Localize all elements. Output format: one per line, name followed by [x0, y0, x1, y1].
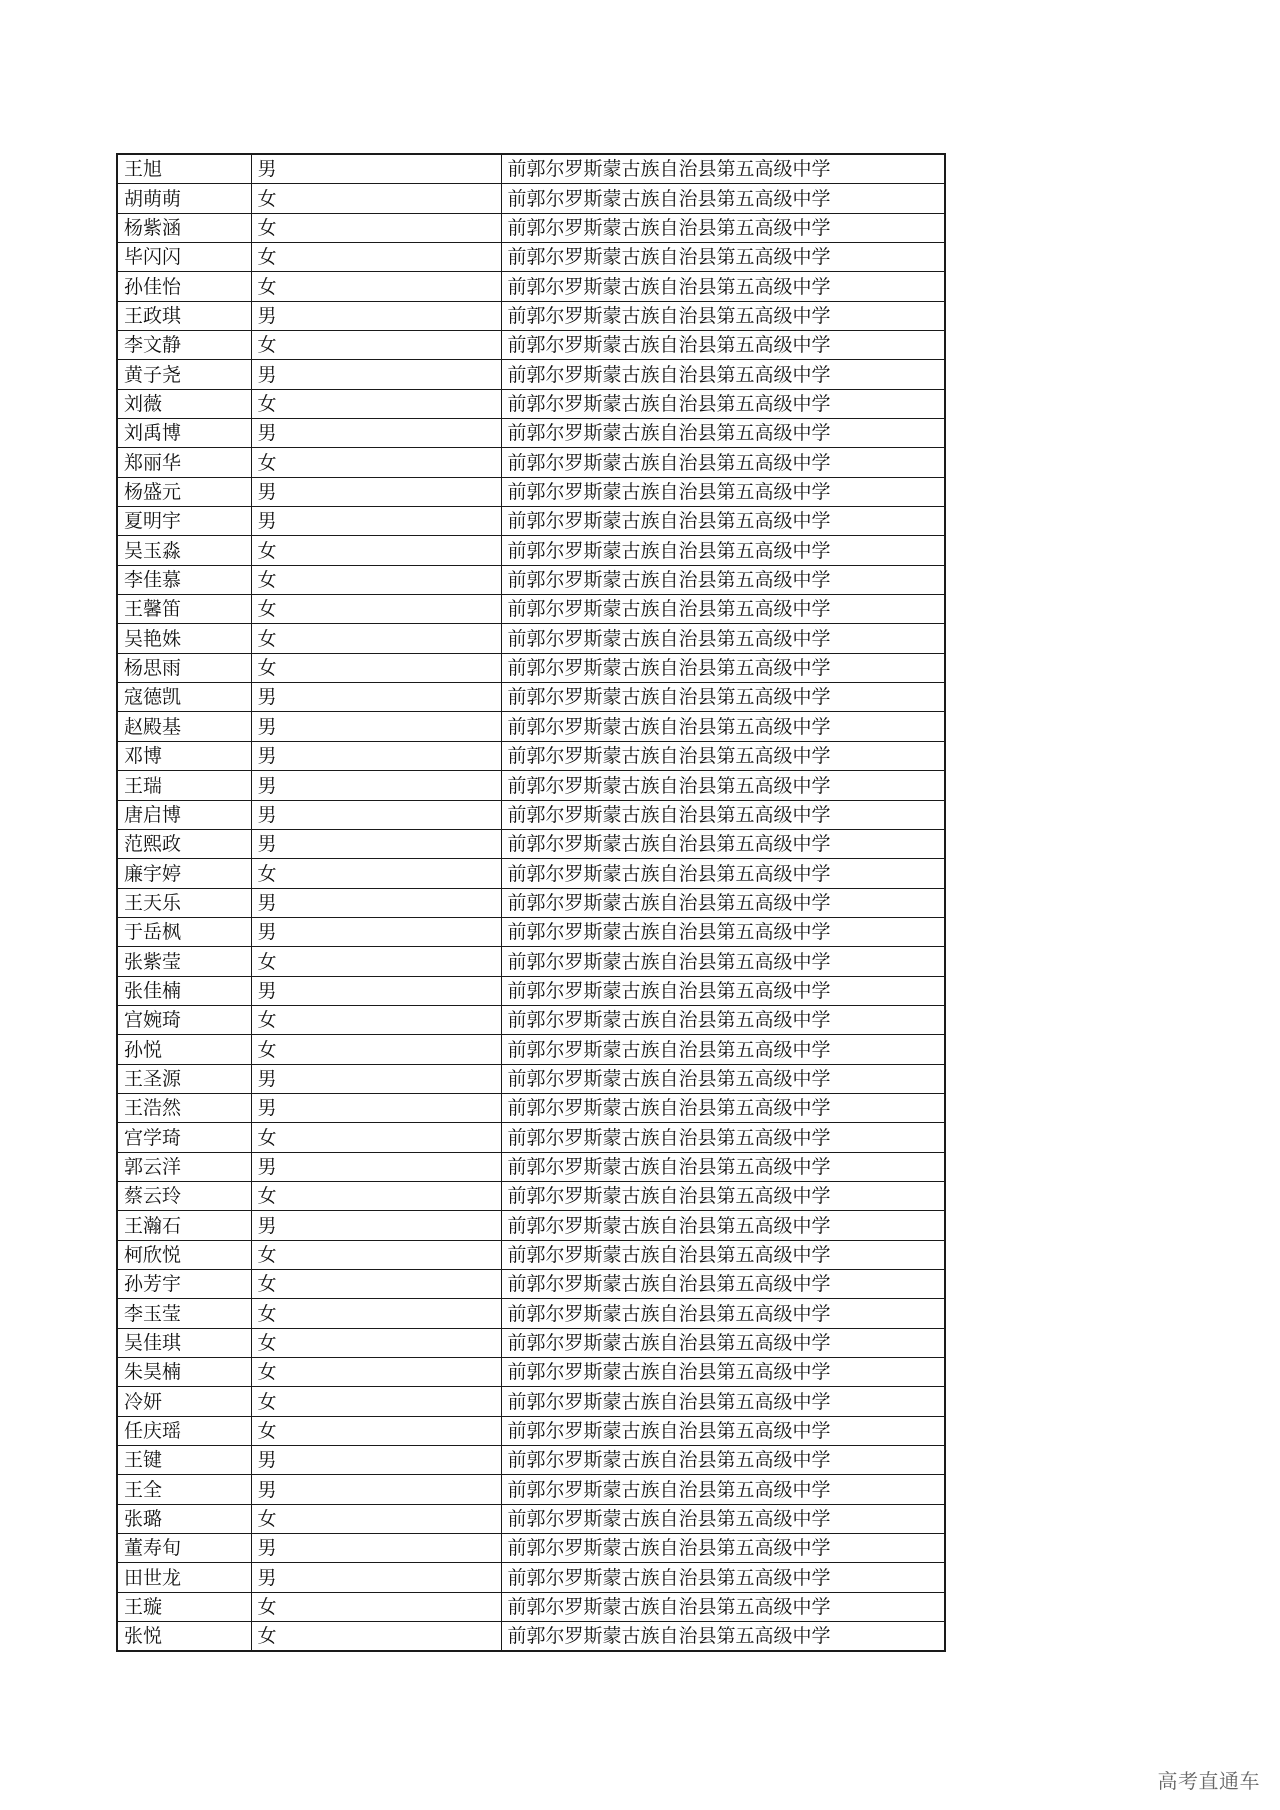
- gender-cell: 男: [251, 1446, 501, 1475]
- table-row: [117, 536, 945, 565]
- table-row: [117, 1504, 945, 1533]
- name-cell: 吴佳琪: [117, 1328, 251, 1357]
- school-cell: 前郭尔罗斯蒙古族自治县第五高级中学: [501, 1592, 945, 1621]
- school-cell: 前郭尔罗斯蒙古族自治县第五高级中学: [501, 477, 945, 506]
- name-cell: 孙悦: [117, 1035, 251, 1064]
- table-row: [117, 419, 945, 448]
- gender-cell: 男: [251, 771, 501, 800]
- table-row: [117, 1534, 945, 1563]
- gender-cell: 男: [251, 888, 501, 917]
- name-cell: 郑丽华: [117, 448, 251, 477]
- gender-cell: 男: [251, 712, 501, 741]
- gender-cell: 女: [251, 624, 501, 653]
- school-cell: 前郭尔罗斯蒙古族自治县第五高级中学: [501, 771, 945, 800]
- table-row: [117, 1270, 945, 1299]
- name-cell: 王天乐: [117, 888, 251, 917]
- gender-cell: 男: [251, 976, 501, 1005]
- table-row: [117, 242, 945, 271]
- table-row: [117, 771, 945, 800]
- school-cell: 前郭尔罗斯蒙古族自治县第五高级中学: [501, 1387, 945, 1416]
- school-cell: 前郭尔罗斯蒙古族自治县第五高级中学: [501, 184, 945, 213]
- gender-cell: 男: [251, 360, 501, 389]
- school-cell: 前郭尔罗斯蒙古族自治县第五高级中学: [501, 1622, 945, 1652]
- school-cell: 前郭尔罗斯蒙古族自治县第五高级中学: [501, 653, 945, 682]
- table-row: [117, 1358, 945, 1387]
- gender-cell: 男: [251, 917, 501, 946]
- gender-cell: 女: [251, 448, 501, 477]
- table-row: [117, 917, 945, 946]
- school-cell: 前郭尔罗斯蒙古族自治县第五高级中学: [501, 565, 945, 594]
- gender-cell: 女: [251, 1299, 501, 1328]
- name-cell: 毕闪闪: [117, 242, 251, 271]
- gender-cell: 男: [251, 683, 501, 712]
- table-row: [117, 595, 945, 624]
- gender-cell: 女: [251, 1035, 501, 1064]
- gender-cell: 男: [251, 1152, 501, 1181]
- school-cell: 前郭尔罗斯蒙古族自治县第五高级中学: [501, 154, 945, 184]
- name-cell: 杨盛元: [117, 477, 251, 506]
- gender-cell: 女: [251, 1270, 501, 1299]
- school-cell: 前郭尔罗斯蒙古族自治县第五高级中学: [501, 859, 945, 888]
- table-row: [117, 1563, 945, 1592]
- gender-cell: 女: [251, 213, 501, 242]
- gender-cell: 女: [251, 331, 501, 360]
- table-row: [117, 477, 945, 506]
- school-cell: 前郭尔罗斯蒙古族自治县第五高级中学: [501, 1416, 945, 1445]
- school-cell: 前郭尔罗斯蒙古族自治县第五高级中学: [501, 1534, 945, 1563]
- school-cell: 前郭尔罗斯蒙古族自治县第五高级中学: [501, 888, 945, 917]
- table-row: [117, 1064, 945, 1093]
- name-cell: 胡萌萌: [117, 184, 251, 213]
- table-row: [117, 1387, 945, 1416]
- table-row: [117, 1152, 945, 1181]
- table-row: [117, 1035, 945, 1064]
- table-row: [117, 1240, 945, 1269]
- name-cell: 黄子尧: [117, 360, 251, 389]
- school-cell: 前郭尔罗斯蒙古族自治县第五高级中学: [501, 331, 945, 360]
- gender-cell: 女: [251, 536, 501, 565]
- name-cell: 田世龙: [117, 1563, 251, 1592]
- name-cell: 王全: [117, 1475, 251, 1504]
- gender-cell: 女: [251, 1240, 501, 1269]
- name-cell: 廉宇婷: [117, 859, 251, 888]
- gender-cell: 女: [251, 653, 501, 682]
- name-cell: 于岳枫: [117, 917, 251, 946]
- gender-cell: 女: [251, 1328, 501, 1357]
- gender-cell: 男: [251, 507, 501, 536]
- school-cell: 前郭尔罗斯蒙古族自治县第五高级中学: [501, 712, 945, 741]
- school-cell: 前郭尔罗斯蒙古族自治县第五高级中学: [501, 1240, 945, 1269]
- school-cell: 前郭尔罗斯蒙古族自治县第五高级中学: [501, 1270, 945, 1299]
- school-cell: 前郭尔罗斯蒙古族自治县第五高级中学: [501, 389, 945, 418]
- name-cell: 李文静: [117, 331, 251, 360]
- school-cell: 前郭尔罗斯蒙古族自治县第五高级中学: [501, 1005, 945, 1034]
- school-cell: 前郭尔罗斯蒙古族自治县第五高级中学: [501, 360, 945, 389]
- name-cell: 朱昊楠: [117, 1358, 251, 1387]
- table-row: [117, 389, 945, 418]
- gender-cell: 女: [251, 1504, 501, 1533]
- school-cell: 前郭尔罗斯蒙古族自治县第五高级中学: [501, 213, 945, 242]
- name-cell: 王瀚石: [117, 1211, 251, 1240]
- school-cell: 前郭尔罗斯蒙古族自治县第五高级中学: [501, 1093, 945, 1122]
- name-cell: 夏明宇: [117, 507, 251, 536]
- gender-cell: 男: [251, 1211, 501, 1240]
- gender-cell: 女: [251, 389, 501, 418]
- name-cell: 吴艳姝: [117, 624, 251, 653]
- table-row: [117, 1446, 945, 1475]
- gender-cell: 男: [251, 1563, 501, 1592]
- table-row: [117, 859, 945, 888]
- table-row: [117, 213, 945, 242]
- gender-cell: 女: [251, 947, 501, 976]
- table-row: [117, 712, 945, 741]
- table-row: [117, 947, 945, 976]
- name-cell: 杨紫涵: [117, 213, 251, 242]
- gender-cell: 女: [251, 859, 501, 888]
- table-row: [117, 653, 945, 682]
- student-list-table: [116, 153, 946, 1652]
- gender-cell: 男: [251, 1534, 501, 1563]
- name-cell: 王圣源: [117, 1064, 251, 1093]
- gender-cell: 女: [251, 565, 501, 594]
- name-cell: 王馨笛: [117, 595, 251, 624]
- name-cell: 王璇: [117, 1592, 251, 1621]
- table-row: [117, 888, 945, 917]
- school-cell: 前郭尔罗斯蒙古族自治县第五高级中学: [501, 624, 945, 653]
- name-cell: 李佳慕: [117, 565, 251, 594]
- name-cell: 孙芳宇: [117, 1270, 251, 1299]
- gender-cell: 女: [251, 1622, 501, 1652]
- school-cell: 前郭尔罗斯蒙古族自治县第五高级中学: [501, 1475, 945, 1504]
- name-cell: 张悦: [117, 1622, 251, 1652]
- gender-cell: 女: [251, 1123, 501, 1152]
- school-cell: 前郭尔罗斯蒙古族自治县第五高级中学: [501, 1358, 945, 1387]
- school-cell: 前郭尔罗斯蒙古族自治县第五高级中学: [501, 800, 945, 829]
- student-list-body: [117, 154, 945, 1651]
- name-cell: 宫婉琦: [117, 1005, 251, 1034]
- name-cell: 张紫莹: [117, 947, 251, 976]
- table-row: [117, 976, 945, 1005]
- name-cell: 范熙政: [117, 829, 251, 858]
- table-row: [117, 741, 945, 770]
- table-row: [117, 829, 945, 858]
- school-cell: 前郭尔罗斯蒙古族自治县第五高级中学: [501, 1328, 945, 1357]
- table-row: [117, 624, 945, 653]
- gender-cell: 男: [251, 301, 501, 330]
- school-cell: 前郭尔罗斯蒙古族自治县第五高级中学: [501, 976, 945, 1005]
- name-cell: 王键: [117, 1446, 251, 1475]
- table-row: [117, 800, 945, 829]
- school-cell: 前郭尔罗斯蒙古族自治县第五高级中学: [501, 272, 945, 301]
- gender-cell: 男: [251, 1093, 501, 1122]
- school-cell: 前郭尔罗斯蒙古族自治县第五高级中学: [501, 1181, 945, 1210]
- name-cell: 李玉莹: [117, 1299, 251, 1328]
- gender-cell: 女: [251, 1358, 501, 1387]
- school-cell: 前郭尔罗斯蒙古族自治县第五高级中学: [501, 242, 945, 271]
- gender-cell: 女: [251, 272, 501, 301]
- name-cell: 王旭: [117, 154, 251, 184]
- school-cell: 前郭尔罗斯蒙古族自治县第五高级中学: [501, 419, 945, 448]
- school-cell: 前郭尔罗斯蒙古族自治县第五高级中学: [501, 507, 945, 536]
- name-cell: 寇德凯: [117, 683, 251, 712]
- school-cell: 前郭尔罗斯蒙古族自治县第五高级中学: [501, 301, 945, 330]
- gender-cell: 男: [251, 829, 501, 858]
- name-cell: 王浩然: [117, 1093, 251, 1122]
- table-row: [117, 1592, 945, 1621]
- name-cell: 王政琪: [117, 301, 251, 330]
- gender-cell: 男: [251, 741, 501, 770]
- gender-cell: 女: [251, 1005, 501, 1034]
- name-cell: 孙佳怡: [117, 272, 251, 301]
- table-row: [117, 507, 945, 536]
- gender-cell: 女: [251, 595, 501, 624]
- name-cell: 刘薇: [117, 389, 251, 418]
- school-cell: 前郭尔罗斯蒙古族自治县第五高级中学: [501, 683, 945, 712]
- name-cell: 杨思雨: [117, 653, 251, 682]
- table-row: [117, 1475, 945, 1504]
- table-row: [117, 154, 945, 184]
- school-cell: 前郭尔罗斯蒙古族自治县第五高级中学: [501, 595, 945, 624]
- school-cell: 前郭尔罗斯蒙古族自治县第五高级中学: [501, 947, 945, 976]
- name-cell: 任庆瑶: [117, 1416, 251, 1445]
- name-cell: 刘禹博: [117, 419, 251, 448]
- table-row: [117, 1211, 945, 1240]
- school-cell: 前郭尔罗斯蒙古族自治县第五高级中学: [501, 1064, 945, 1093]
- school-cell: 前郭尔罗斯蒙古族自治县第五高级中学: [501, 741, 945, 770]
- school-cell: 前郭尔罗斯蒙古族自治县第五高级中学: [501, 536, 945, 565]
- table-row: [117, 1622, 945, 1652]
- name-cell: 蔡云玲: [117, 1181, 251, 1210]
- school-cell: 前郭尔罗斯蒙古族自治县第五高级中学: [501, 1446, 945, 1475]
- gender-cell: 女: [251, 1592, 501, 1621]
- table-row: [117, 272, 945, 301]
- table-row: [117, 1416, 945, 1445]
- table-row: [117, 683, 945, 712]
- school-cell: 前郭尔罗斯蒙古族自治县第五高级中学: [501, 1035, 945, 1064]
- name-cell: 吴玉淼: [117, 536, 251, 565]
- name-cell: 王瑞: [117, 771, 251, 800]
- gender-cell: 女: [251, 184, 501, 213]
- table-row: [117, 1123, 945, 1152]
- table-row: [117, 184, 945, 213]
- table-row: [117, 1093, 945, 1122]
- school-cell: 前郭尔罗斯蒙古族自治县第五高级中学: [501, 1211, 945, 1240]
- school-cell: 前郭尔罗斯蒙古族自治县第五高级中学: [501, 1299, 945, 1328]
- gender-cell: 男: [251, 477, 501, 506]
- table-row: [117, 331, 945, 360]
- name-cell: 冷妍: [117, 1387, 251, 1416]
- table-row: [117, 565, 945, 594]
- table-row: [117, 360, 945, 389]
- table-row: [117, 1181, 945, 1210]
- school-cell: 前郭尔罗斯蒙古族自治县第五高级中学: [501, 1123, 945, 1152]
- name-cell: 董寿旬: [117, 1534, 251, 1563]
- name-cell: 张璐: [117, 1504, 251, 1533]
- name-cell: 赵殿基: [117, 712, 251, 741]
- school-cell: 前郭尔罗斯蒙古族自治县第五高级中学: [501, 1563, 945, 1592]
- name-cell: 张佳楠: [117, 976, 251, 1005]
- name-cell: 宫学琦: [117, 1123, 251, 1152]
- name-cell: 唐启博: [117, 800, 251, 829]
- table-row: [117, 1299, 945, 1328]
- gender-cell: 男: [251, 419, 501, 448]
- name-cell: 郭云洋: [117, 1152, 251, 1181]
- school-cell: 前郭尔罗斯蒙古族自治县第五高级中学: [501, 917, 945, 946]
- name-cell: 邓博: [117, 741, 251, 770]
- gender-cell: 男: [251, 1064, 501, 1093]
- watermark-text: 高考直通车: [1157, 1769, 1260, 1793]
- gender-cell: 女: [251, 1181, 501, 1210]
- gender-cell: 女: [251, 242, 501, 271]
- gender-cell: 男: [251, 154, 501, 184]
- school-cell: 前郭尔罗斯蒙古族自治县第五高级中学: [501, 1504, 945, 1533]
- school-cell: 前郭尔罗斯蒙古族自治县第五高级中学: [501, 448, 945, 477]
- gender-cell: 女: [251, 1416, 501, 1445]
- gender-cell: 女: [251, 1387, 501, 1416]
- name-cell: 柯欣悦: [117, 1240, 251, 1269]
- table-row: [117, 301, 945, 330]
- gender-cell: 男: [251, 1475, 501, 1504]
- table-row: [117, 1328, 945, 1357]
- gender-cell: 男: [251, 800, 501, 829]
- school-cell: 前郭尔罗斯蒙古族自治县第五高级中学: [501, 1152, 945, 1181]
- table-row: [117, 448, 945, 477]
- school-cell: 前郭尔罗斯蒙古族自治县第五高级中学: [501, 829, 945, 858]
- table-row: [117, 1005, 945, 1034]
